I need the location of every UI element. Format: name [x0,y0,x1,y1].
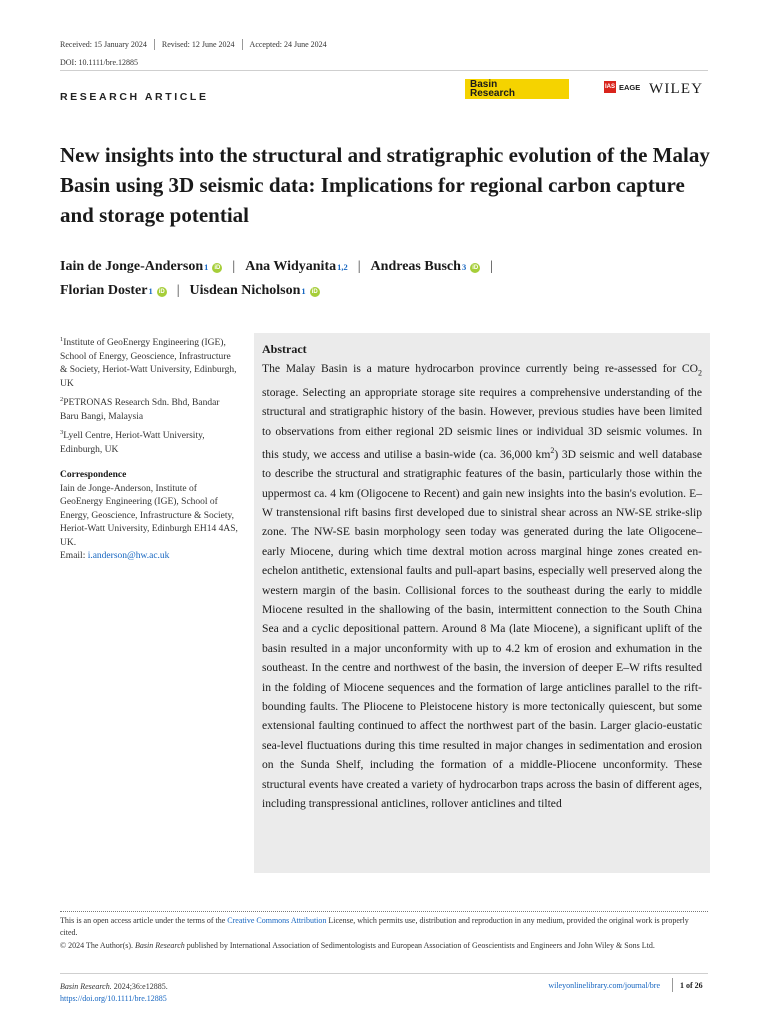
author-name[interactable]: Ana Widyanita [245,259,337,274]
abstract-heading: Abstract [262,342,307,356]
copyright-note: © 2024 The Author(s). Basin Research published by International Association of Sedimentologists and European Association of Geoscientists and Engineers and John Wiley & Sons Ltd. [60,941,655,950]
abstract-text: The Malay Basin is a mature hydrocarbon province currently being re-assessed for $CO_2$ storage. Selecting an appropriate storage site requires a comprehensive understanding of the structural and stratigraphic history of the basin. However, previous studies have been limited to observations from either regional 2D seismic lines or individual 3D seismic volumes. In this study, we access and utilise a basin-wide (ca. 36,000 $km^2$) 3D seismic and well database to describe the structural and stratigraphic features of the basin, particularly those within the uppermost ca. 4 km (Oligocene to Recent) and gain new insights into the basin's evolution. E–W transtensional rift basins first developed due to sinistral shear across an NW-SE strike-slip zone. The NW-SE basin morphology seen today was generated during the late Oligocene–early Miocene, during which time dextral motion across marginal hinge zones created en-echelon antithetic, extensional faults and pull-apart basins, especially well preserved along the western margin of the basin. Collisional forces to the southeast during the early to middle Miocene resulted in the shallowing of the basin, intermittent connection to the South China Sea and a cyclic depositional pattern. Around 8 Ma (late Miocene), a significant uplift of the basin resulted in a major unconformity with up to 4.2 km of erosion and exhumation in the southeast. In the centre and northwest of the basin, the inversion of deeper E–W rifts resulted in the folding of Miocene sequences and the formation of large anticlines parallel to the rift-bounding faults. The Pliocene to Pleistocene history is more tectonically quiescent, but some extensional faulting continued to affect the northwest part of the basin. Larger glacio-eustatic sea-level fluctuations during this time resulted in major changes in sedimentation and erosion on the Sunda Shelf, including the formation of a middle-Pliocene unconformity. These structural events have created a variety of hydrocarbon traps across the basin of different ages, including transpressional anticlines, rollover anticlines and tilted [262,362,702,811]
author-line-1 [60,259,720,275]
correspondence-text: Iain de Jonge-Anderson, Institute of GeoEnergy Engineering (IGE), School of Energy, Geoscience, Infrastructure & Society, Heriot-Watt University, Edinburgh EH14 4AS, UK. [60,483,238,548]
author-name[interactable]: Uisdean Nicholson [189,283,301,298]
author-separator: | [357,259,361,274]
received-date: Received: 15 January 2024 [60,40,147,49]
orcid-icon[interactable]: iD [311,289,318,295]
author-affiliation: 1 [204,262,209,272]
author-name[interactable]: Iain de Jonge-Anderson [60,259,204,274]
article-type: RESEARCH ARTICLE [60,91,209,103]
affiliation: $^3$Lyell Centre, Heriot-Watt University, Edinburgh, UK [60,429,205,455]
correspondence-email-line [60,550,240,564]
abstract-box [254,333,710,873]
doi: DOI: 10.1111/bre.12885 [60,58,138,67]
affiliation: $^1$Institute of GeoEnergy Engineering (IGE), School of Energy, Geoscience, Infrastructure & Society, Heriot-Watt University, Edinburgh, UK [60,336,237,389]
author-separator: | [176,283,180,298]
divider [672,978,673,992]
header-rule [60,70,708,71]
author-affiliation: 3 [461,262,467,272]
license-link[interactable]: Creative Commons Attribution [227,916,327,925]
divider [154,39,155,50]
email-link[interactable]: i.anderson@hw.ac.uk [87,551,170,562]
author-separator: | [232,259,236,274]
orcid-icon[interactable]: iD [158,289,165,295]
author-separator: | [490,259,493,274]
ias-logo-icon: IAS [604,81,616,93]
author-affiliation: 1,2 [337,262,348,272]
affiliation: $^2$PETRONAS Research Sdn. Bhd, Bandar Baru Bangi, Malaysia [60,396,220,422]
citation: Basin Research. 2024;36:e12885. https://doi.org/10.1111/bre.12885 [60,982,168,1003]
author-affiliation: 1 [301,286,306,296]
footer-rule [60,911,708,912]
email-label: Email: [60,551,86,562]
divider [242,39,243,50]
author-name[interactable]: Andreas Busch [370,259,461,274]
journal-logo-line1: Basin [470,79,498,90]
license-note: This is an open access article under the terms of the Creative Commons Attribution License, which permits use, distribution and reproduction in any medium, provided the original work is properly cited. [60,916,689,937]
revised-date: Revised: 12 June 2024 [161,40,235,49]
affiliations-column [60,333,240,564]
author-affiliation: 1 [148,286,153,296]
author-line-2 [60,283,720,299]
journal-logo [465,79,569,99]
publisher-logo: WILEY [649,81,704,97]
footer-rule [60,973,708,974]
orcid-icon[interactable]: iD [472,265,479,271]
journal-logo-line2: Research [470,88,516,99]
journal-website-link[interactable]: wileyonlinelibrary.com/journal/bre [548,981,660,990]
correspondence-heading: Correspondence [60,470,127,481]
page-number: 1 of 26 [680,981,703,990]
author-name[interactable]: Florian Doster [60,283,148,298]
article-dates [60,39,327,50]
society-logos [604,81,640,93]
accepted-date: Accepted: 24 June 2024 [249,40,327,49]
orcid-icon[interactable]: iD [214,265,221,271]
article-title: New insights into the structural and stratigraphic evolution of the Malay Basin using 3D seismic data: Implications for regional carbon capture and storage potential [60,143,710,227]
eage-logo: EAGE [619,82,641,92]
doi-link[interactable]: https://doi.org/10.1111/bre.12885 [60,993,167,1003]
